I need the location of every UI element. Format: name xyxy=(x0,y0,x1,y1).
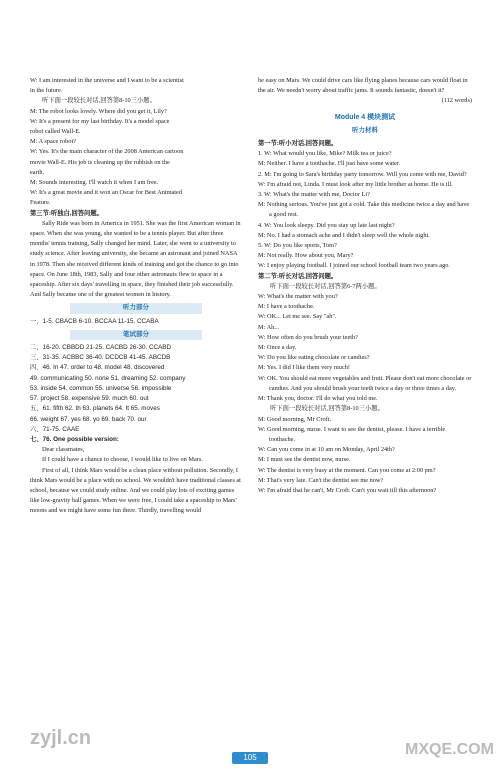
text-line: movie Wall-E. His job is cleaning up the rubbish on the xyxy=(30,158,170,166)
left-column xyxy=(30,76,242,517)
dialogue-line: M: I have a toothache. xyxy=(258,303,315,311)
essay-paragraph: be easy on Mars. We could drive cars like flying planes because cars would float in the air. We needn't worry about traffic jams. It sounds fantastic, doesn't it? xyxy=(258,77,468,95)
dialogue-line: W: I enjoy playing football. I joined our school football team two years ago. xyxy=(258,262,450,270)
dialogue-line: W: Can you come in at 10 am on Monday, April 24th? xyxy=(258,446,395,454)
dialogue-line: 3. W: What's the matter with me, Doctor Li? xyxy=(258,191,370,199)
text-line: earth. xyxy=(30,168,45,176)
dialogue-line: W: The dentist is very busy at the moment. Can you come at 2:00 pm? xyxy=(258,466,436,474)
dialogue-line: W: What's the matter with you? xyxy=(258,293,338,301)
answer-line: 七、76. One possible version: xyxy=(30,435,119,443)
answer-line: 66. weight 67. yes 68. yo 69. back 70. our xyxy=(30,415,147,423)
answer-line: 五、61. fifth 62. th 63. planets 64. It 65. moves xyxy=(30,405,160,413)
instruction: 听下面一段较长对话,回答第6-7两小题。 xyxy=(270,282,381,290)
text-line: W: It's a great movie and it won an Oscar for Best Animated xyxy=(30,189,182,197)
answer-line: 二、16-20. CBBDD 21-25. CACBD 26-30. CCABD xyxy=(30,344,172,352)
dialogue-line: W: OK. You should eat more vegetables and fruit. Please don't eat more chocolate or candies. And you should brush your teeth twice a day or three times a day. xyxy=(258,374,472,392)
instruction: 听下面一段较长对话,回答第8-10三小题。 xyxy=(270,405,384,413)
dialogue-line: M: That's very late. Can't the dentist see me now? xyxy=(258,476,384,484)
watermark-left: zyjl.cn xyxy=(30,727,92,749)
dialogue-line: M: Thank you, doctor. I'll do what you told me. xyxy=(258,395,378,403)
answer-line: 六、71-75. CAAE xyxy=(30,425,80,433)
dialogue-line: W: How often do you brush your teeth? xyxy=(258,333,358,341)
section-heading: 第三节:听独白,回答问题。 xyxy=(30,209,103,217)
dialogue-line: M: Once a day. xyxy=(258,344,297,352)
answer-key xyxy=(30,317,242,445)
dialogue-line: M: Not really. How about you, Mary? xyxy=(258,252,354,260)
text-line: W: Yes. It's the main character of the 2008 American cartoon xyxy=(30,148,184,156)
word-count: (112 words) xyxy=(441,97,472,105)
dialogue-line: M: Yes. I did I like them very much! xyxy=(258,364,350,372)
dialogue-line: M: Ah... xyxy=(258,323,279,331)
dialogue-line: M: Good morning, Mr Croft. xyxy=(258,415,332,423)
text-line: robot called Wall-E. xyxy=(30,128,81,136)
dialogue-line: M: I must see the dentist now, nurse. xyxy=(258,456,351,464)
text-line: W: I am interested in the universe and I want to be a scientist xyxy=(30,77,184,84)
answer-line: 三、31-35. ACBBC 36-40. DCDCB 41-45. ABCDB xyxy=(30,354,171,362)
listening-band: 听力部分 xyxy=(70,303,202,313)
section-heading: 第一节:听小对话,回答问题。 xyxy=(258,140,338,148)
dialogue-line: 5. W: Do you like sports, Tom? xyxy=(258,242,337,250)
answer-line: 四、46. In 47. order to 48. model 48. discovered xyxy=(30,364,165,372)
dialogue-line: M: No. I had a stomach ache and I didn't sleep well the whole night. xyxy=(258,231,430,239)
answer-line: 49. communicating 50. none 51. dreaming 52. company xyxy=(30,374,186,382)
essay-paragraph: If I could have a chance to choose, I would like to live on Mars. xyxy=(42,456,203,464)
essay-paragraph: First of all, I think Mars would be a clean place without pollution. Secondly, I think Mars would be a place with no school. We wouldn't have traditional classes at school, because we could study online. And we could play lots of exciting games like low-gravity ball games. When we were free, I could take a spaceship to Mars' moons and we might have some fun there. Thirdly, travelling would xyxy=(30,466,241,515)
dialogue-line: W: Good morning, nurse. I want to see the dentist, please. I have a terrible toothache. xyxy=(258,425,446,443)
instruction: 听下面一段较长对话,回答第8-10三小题。 xyxy=(42,97,156,105)
dialogue-line: W: I'm afraid that he can't, Mr Croft. Can't you wait till this afternoon? xyxy=(258,486,437,494)
dialogue-line: 1. W: What would you like, Mike? Milk tea or juice? xyxy=(258,150,392,158)
dialogue-line: W: OK... Let me see. Say "ah". xyxy=(258,313,337,321)
answer-line: 53. inside 54. common 55. universe 56. impossible xyxy=(30,384,172,392)
answer-line: 57. project 58. expensive 59. much 60. out xyxy=(30,395,149,403)
answer-line: 一、1-5. CBACB 6-10. BCCAA 11-15. CCABA xyxy=(30,317,159,325)
dialogue-line: W: I'm afraid not, Linda. I must look after my little brother at home. He is ill. xyxy=(258,180,453,188)
essay-greeting: Dear classmates, xyxy=(42,446,85,454)
dialogue-line: W: Do you like eating chocolate or candies? xyxy=(258,354,370,362)
dialogue-line: M: Nothing serious. You've just got a cold. Take this medicine twice a day and have a good rest. xyxy=(258,201,470,219)
listening-materials-heading: 听力材料 xyxy=(352,126,378,134)
text-line: in the future. xyxy=(30,87,63,95)
dialogue-line: 2. M: I'm going to Sara's birthday party tomorrow. Will you come with me, David? xyxy=(258,170,467,178)
text-line: W: It's a present for my last birthday. It's a model space xyxy=(30,117,170,125)
module-title: Module 4 模块测试 xyxy=(334,113,396,121)
section-heading: 第二节:听长对话,回答问题。 xyxy=(258,272,338,280)
dialogue-line: M: Neither. I have a toothache. I'll just have some water. xyxy=(258,160,401,168)
monologue-paragraph: Sally Ride was born in America in 1951. She was the first American woman in space. When she was young, she wanted to be a tennis player. But after three months' tennis training, Sally changed her mind. Later, she went to a university to study science. After leaving university, she became an astronaut and joined NASA in 1978. Then she received different kinds of training and got the chance to go into space. On June 18th, 1983, Sally and four other astronauts flew to space in a spaceship. After six days' travelling in space, they finished their job successfully. And Sally became one of the greatest women in history. xyxy=(30,219,241,299)
text-line: Feature. xyxy=(30,199,51,207)
text-line: M: A space robot? xyxy=(30,138,76,146)
text-line: M: Sounds interesting. I'll watch it when I am free. xyxy=(30,179,159,187)
right-column xyxy=(258,76,472,496)
dialogue-line: 4. W: You look sleepy. Did you stay up late last night? xyxy=(258,221,395,229)
watermark-right: MXQE.COM xyxy=(405,741,494,758)
writing-band: 笔试部分 xyxy=(70,330,202,340)
text-line: M: The robot looks lovely. Where did you get it, Lily? xyxy=(30,107,167,115)
page-number: 105 xyxy=(232,752,268,764)
